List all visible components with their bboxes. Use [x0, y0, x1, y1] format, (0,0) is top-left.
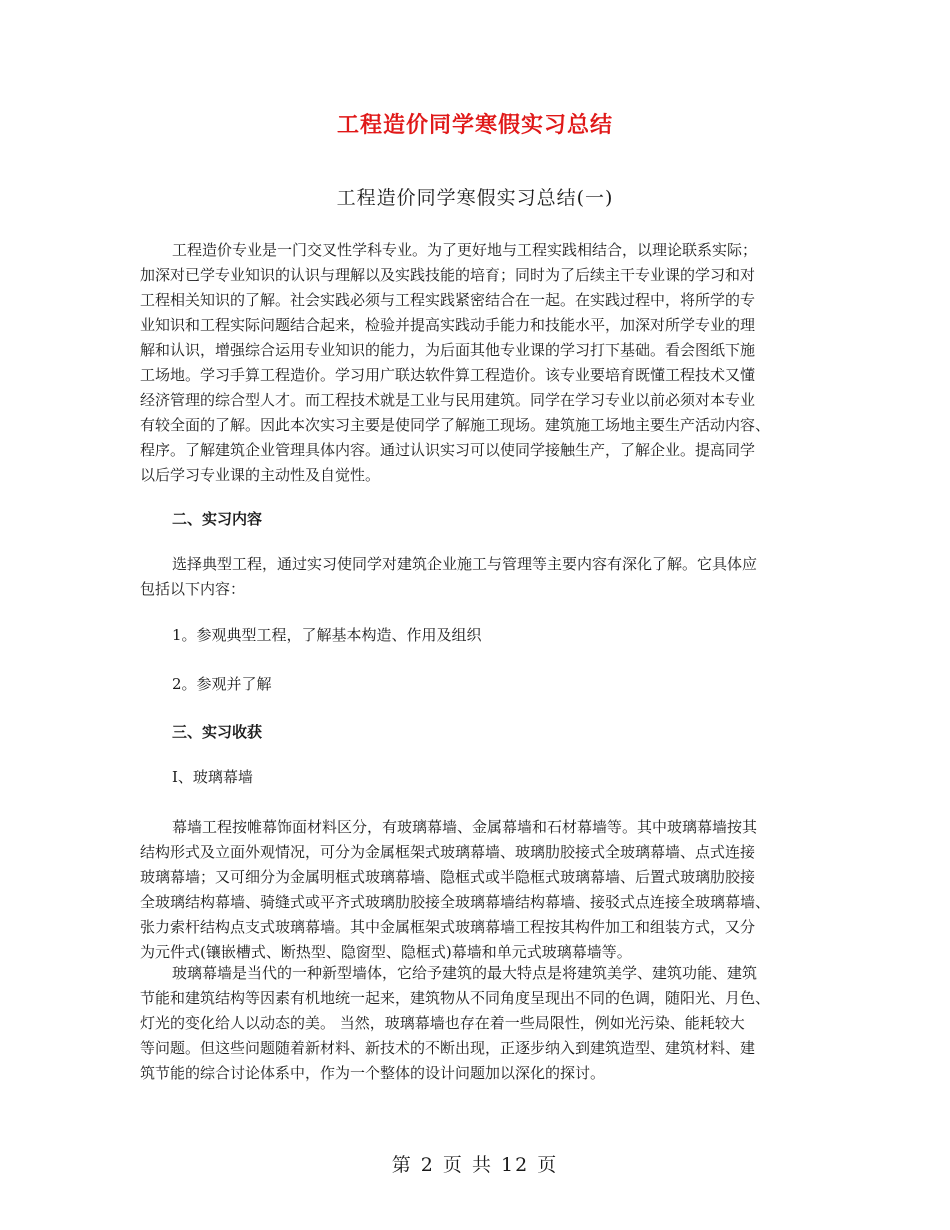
- paragraph-line: 为元件式(镶嵌槽式、断热型、隐窗型、隐框式)幕墙和单元式玻璃幕墙等。: [140, 943, 632, 961]
- paragraph-line: 程序。了解建筑企业管理具体内容。通过认识实习可以使同学接触生产，了解企业。提高同学: [140, 441, 756, 459]
- paragraph-line: 全玻璃结构幕墙、骑缝式或平齐式玻璃肋胶接全玻璃幕墙结构幕墙、接驳式点连接全玻璃幕墙、: [140, 893, 771, 911]
- paragraph-line: 业知识和工程实际问题结合起来，检验并提高实践动手能力和技能水平，加深对所学专业的理: [140, 316, 756, 334]
- intro-paragraph: [140, 238, 816, 488]
- paragraph-line: 工场地。学习手算工程造价。学习用广联达软件算工程造价。该专业要培育既懂工程技术又懂: [140, 366, 756, 384]
- paragraph-line: 玻璃幕墙；又可细分为金属明框式玻璃幕墙、隐框式或半隐框式玻璃幕墙、后置式玻璃肋胶接: [140, 868, 756, 886]
- paragraph-line: 工程相关知识的了解。社会实践必须与工程实践紧密结合在一起。在实践过程中，将所学的专: [140, 291, 756, 309]
- paragraph-line: 张力索杆结构点支式玻璃幕墙。其中金属框架式玻璃幕墙工程按其构件加工和组装方式，又分: [140, 918, 756, 936]
- section-heading-gains: 三、实习收获: [172, 723, 263, 741]
- paragraph-line: 节能和建筑结构等因素有机地统一起来，建筑物从不同角度呈现出不同的色调，随阳光、月色、: [140, 989, 771, 1007]
- paragraph-line: 包括以下内容：: [140, 580, 246, 598]
- paragraph-line: 筑节能的综合讨论体系中，作为一个整体的设计问题加以深化的探讨。: [140, 1064, 606, 1082]
- paragraph-line: 结构形式及立面外观情况，可分为金属框架式玻璃幕墙、玻璃肋胶接式全玻璃幕墙、点式连接: [140, 843, 756, 861]
- paragraph-line: 等问题。但这些问题随着新材料、新技术的不断出现，正逐步纳入到建筑造型、建筑材料、建: [140, 1039, 756, 1057]
- paragraph-line: 以后学习专业课的主动性及自觉性。: [140, 466, 381, 484]
- paragraph-line: 经济管理的综合型人才。而工程技术就是工业与民用建筑。同学在学习专业以前必须对本专业: [140, 391, 756, 409]
- paragraph-line: 有较全面的了解。因此本次实习主要是使同学了解施工现场。建筑施工场地主要生产活动内容、: [140, 416, 771, 434]
- list-item-2: 2。参观并了解: [172, 675, 272, 693]
- paragraph-line: 工程造价专业是一门交叉性学科专业。为了更好地与工程实践相结合，以理论联系实际；: [172, 241, 758, 259]
- content-paragraph: [140, 552, 816, 602]
- section-heading-content: 二、实习内容: [172, 510, 263, 528]
- paragraph-line: 解和认识，增强综合运用专业知识的能力，为后面其他专业课的学习打下基础。看会图纸下施: [140, 341, 756, 359]
- page-footer: 第 2 页 共 12 页: [391, 1154, 559, 1176]
- paragraph-line: 玻璃幕墙是当代的一种新型墙体，它给予建筑的最大特点是将建筑美学、建筑功能、建筑: [172, 964, 758, 982]
- paragraph-line: 幕墙工程按帷幕饰面材料区分，有玻璃幕墙、金属幕墙和石材幕墙等。其中玻璃幕墙按其: [172, 818, 758, 836]
- paragraph-line: 灯光的变化给人以动态的美。 当然，玻璃幕墙也存在着一些局限性，例如光污染、能耗较大: [140, 1014, 745, 1032]
- list-item-1: 1。参观典型工程，了解基本构造、作用及组织: [172, 626, 482, 644]
- glass-wall-paragraph: [140, 961, 816, 1086]
- sub-heading-glass-curtain: I、玻璃幕墙: [172, 768, 253, 786]
- document-title: 工程造价同学寒假实习总结: [336, 112, 613, 138]
- paragraph-line: 选择典型工程，通过实习使同学对建筑企业施工与管理等主要内容有深化了解。它具体应: [172, 555, 758, 573]
- curtain-wall-paragraph: [140, 815, 816, 965]
- document-subtitle: 工程造价同学寒假实习总结(一): [336, 187, 614, 209]
- paragraph-line: 加深对已学专业知识的认识与理解以及实践技能的培育；同时为了后续主干专业课的学习和对: [140, 266, 756, 284]
